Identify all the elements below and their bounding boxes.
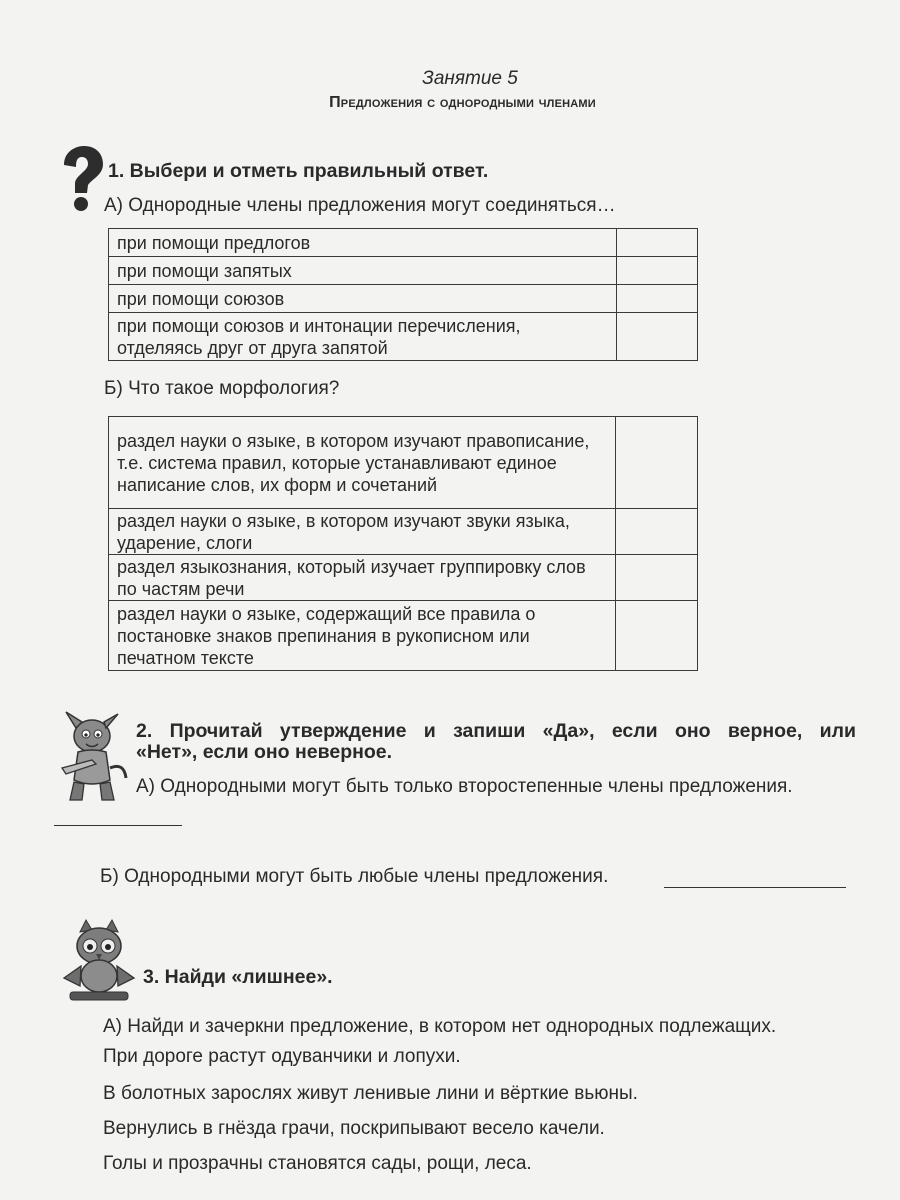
sentence-item[interactable]: Голы и прозрачны становятся сады, рощи, леса.	[103, 1153, 532, 1174]
task3-instruction: А) Найди и зачеркни предложение, в котором нет однородных подлежащих.	[103, 1016, 777, 1037]
option-text: при помощи союзов и интонации перечисления, отделяясь друг от друга запятой	[109, 313, 617, 361]
answer-line-a[interactable]	[54, 825, 182, 826]
option-text: раздел науки о языке, содержащий все правила о постановке знаков препинания в рукописном или печатном тексте	[109, 601, 616, 671]
task1-options-table-a	[108, 228, 698, 361]
answer-checkbox[interactable]	[617, 313, 698, 361]
question-mark-icon	[58, 145, 106, 213]
option-text: при помощи союзов	[109, 285, 617, 313]
task1-title: 1. Выбери и отметь правильный ответ.	[108, 160, 489, 182]
answer-line-b[interactable]	[664, 887, 846, 888]
answer-checkbox[interactable]	[616, 555, 698, 601]
answer-checkbox[interactable]	[617, 257, 698, 285]
answer-checkbox[interactable]	[616, 601, 698, 671]
sentence-item[interactable]: При дороге растут одуванчики и лопухи.	[103, 1046, 461, 1067]
answer-checkbox[interactable]	[617, 229, 698, 257]
task2-statement-b: Б) Однородными могут быть любые члены предложения.	[100, 866, 609, 887]
option-text: раздел науки о языке, в котором изучают звуки языка, ударение, слоги	[109, 509, 616, 555]
task2-title-line1: 2. Прочитай утверждение и запиши «Да», если оно верное, или	[136, 720, 856, 742]
answer-checkbox[interactable]	[616, 509, 698, 555]
answer-checkbox[interactable]	[617, 285, 698, 313]
task1-question-a: А) Однородные члены предложения могут соединяться…	[104, 195, 616, 216]
cartoon-character-icon	[52, 708, 132, 804]
task2-title-line2: «Нет», если оно неверное.	[136, 741, 393, 763]
sentence-item[interactable]: В болотных зарослях живут ленивые лини и вёрткие вьюны.	[103, 1083, 638, 1104]
sentence-item[interactable]: Вернулись в гнёзда грачи, поскрипывают весело качели.	[103, 1118, 605, 1139]
option-text: раздел науки о языке, в котором изучают правописание, т.е. система правил, которые устанавливают единое написание слов, их форм и сочетаний	[109, 417, 616, 509]
option-text: при помощи запятых	[109, 257, 617, 285]
answer-checkbox[interactable]	[616, 417, 698, 509]
task1-options-table-b	[108, 416, 698, 671]
task1-question-b: Б) Что такое морфология?	[104, 378, 340, 399]
lesson-topic: Предложения с однородными членами	[329, 94, 596, 111]
option-text: раздел языкознания, который изучает группировку слов по частям речи	[109, 555, 616, 601]
task3-title: 3. Найди «лишнее».	[143, 966, 333, 988]
task2-statement-a: А) Однородными могут быть только второстепенные члены предложения.	[136, 776, 793, 797]
owl-icon	[60, 918, 138, 1004]
lesson-number: Занятие 5	[422, 68, 518, 89]
option-text: при помощи предлогов	[109, 229, 617, 257]
